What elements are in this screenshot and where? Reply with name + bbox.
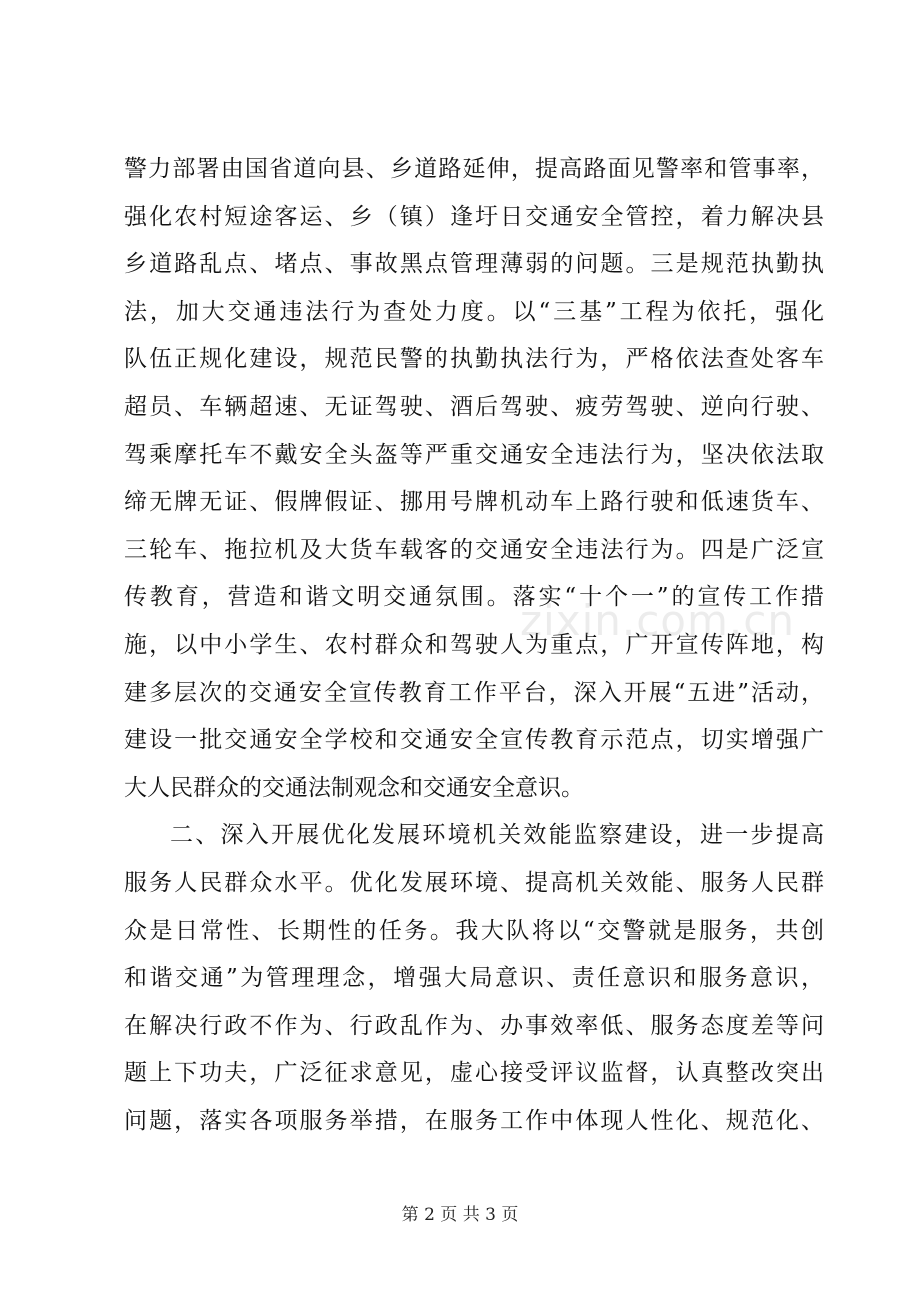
- text-line: 建设一批交通安全学校和交通安全宣传教育示范点，切实增强广: [124, 727, 824, 754]
- text-line: 警力部署由国省道向县、乡道路延伸，提高路面见警率和管事率，: [124, 156, 824, 182]
- page-footer: 第 2 页 共 3 页: [401, 1205, 519, 1225]
- document-body: [124, 146, 824, 1145]
- text-line: 三轮车、拖拉机及大货车载客的交通安全违法行为。四是广泛宣: [124, 536, 824, 563]
- text-line: 施，以中小学生、农村群众和驾驶人为重点，广开宣传阵地，构: [124, 631, 824, 658]
- text-line: 超员、车辆超速、无证驾驶、酒后驾驶、疲劳驾驶、逆向行驶、: [124, 393, 824, 420]
- text-line: 队伍正规化建设，规范民警的执勤执法行为，严格依法查处客车: [124, 346, 824, 373]
- text-line: 传教育，营造和谐文明交通氛围。落实“十个一”的宣传工作措: [124, 584, 824, 611]
- text-line: 和谐交通”为管理理念，增强大局意识、责任意识和服务意识，: [124, 965, 824, 992]
- text-line: 法，加大交通违法行为查处力度。以“三基”工程为依托，强化: [124, 298, 824, 325]
- text-line: 强化农村短途客运、乡（镇）逢圩日交通安全管控，着力解决县: [124, 203, 824, 230]
- text-line: 驾乘摩托车不戴安全头盔等严重交通安全违法行为，坚决依法取: [124, 441, 824, 468]
- text-line: 问题，落实各项服务举措，在服务工作中体现人性化、规范化、: [124, 1107, 824, 1134]
- text-line: 缔无牌无证、假牌假证、挪用号牌机动车上路行驶和低速货车、: [124, 489, 824, 516]
- text-line: 在解决行政不作为、行政乱作为、办事效率低、服务态度差等问: [124, 1012, 824, 1039]
- text-line: 大人民群众的交通法制观念和交通安全意识。: [124, 774, 584, 801]
- text-line: 建多层次的交通安全宣传教育工作平台，深入开展“五进”活动，: [124, 679, 824, 706]
- text-line: 众是日常性、长期性的任务。我大队将以“交警就是服务，共创: [124, 917, 824, 944]
- text-line: 服务人民群众水平。优化发展环境、提高机关效能、服务人民群: [124, 869, 824, 896]
- text-line: 乡道路乱点、堵点、事故黑点管理薄弱的问题。三是规范执勤执: [124, 251, 824, 278]
- watermark: zixin.com.cn: [520, 596, 795, 645]
- text-line: 题上下功夫，广泛征求意见，虚心接受评议监督，认真整改突出: [124, 1060, 824, 1087]
- paragraph-start-line: 二、深入开展优化发展环境机关效能监察建设，进一步提高: [170, 822, 824, 849]
